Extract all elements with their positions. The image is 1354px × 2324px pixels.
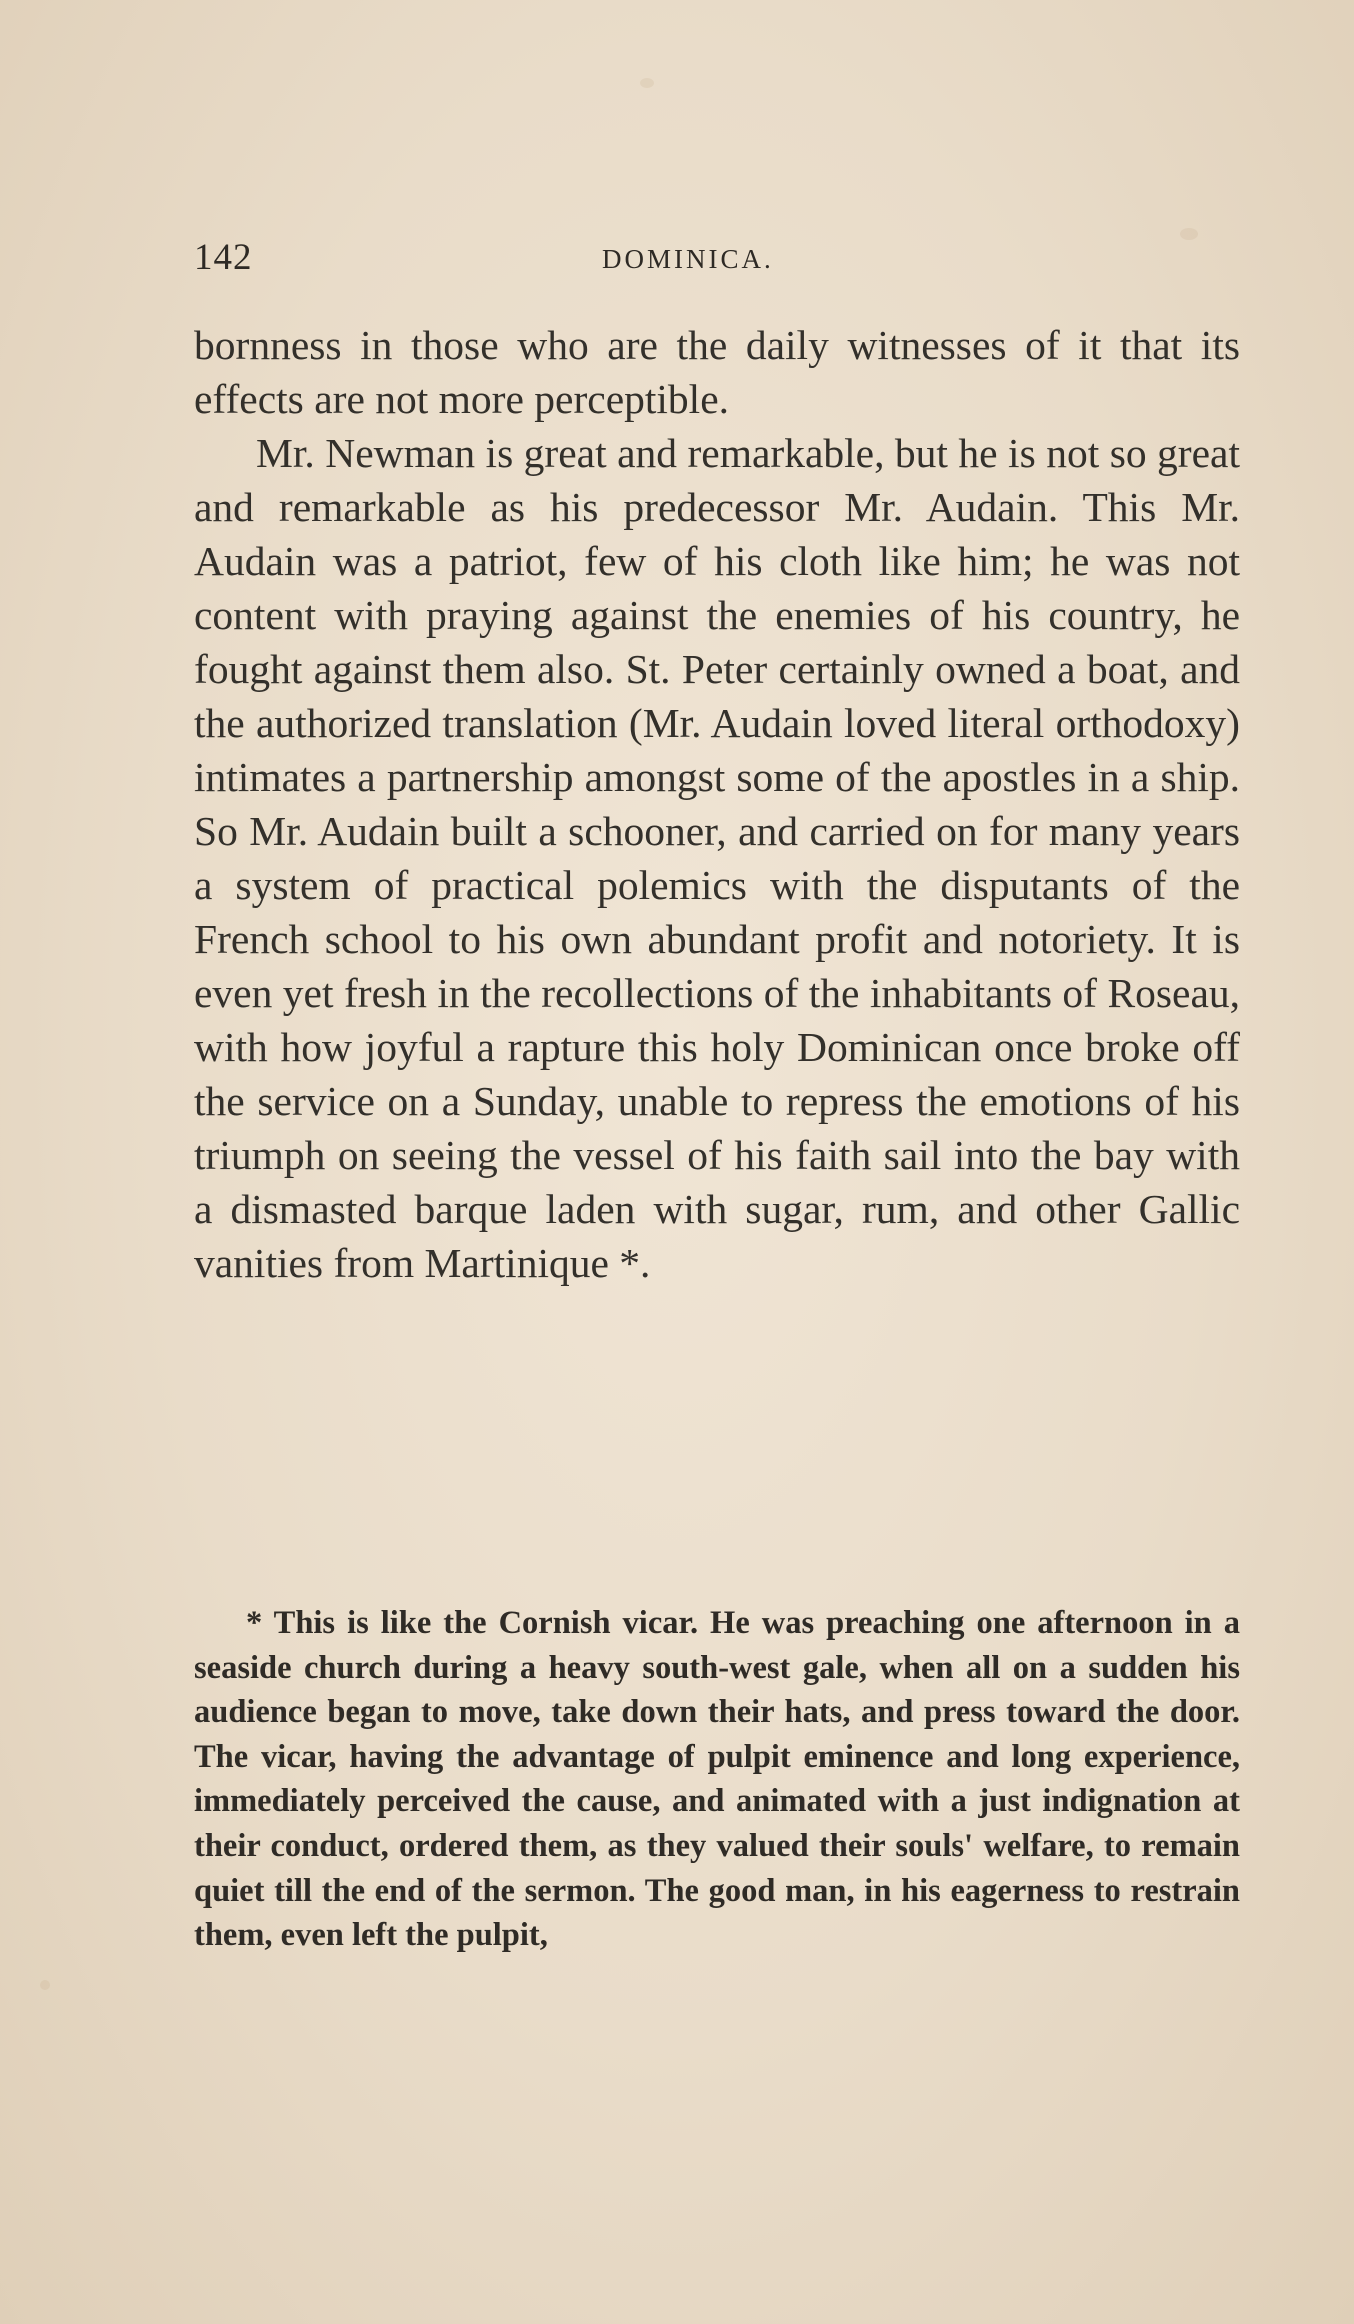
footnote <box>194 1601 1240 1958</box>
page-number: 142 <box>194 237 253 278</box>
paper-stain <box>640 78 654 88</box>
footnote-text: * This is like the Cornish vicar. He was preaching one afternoon in a seaside church during a heavy south-west gale, when all on a sudden his audience began to move, take down their hats, and press toward the door. The vicar, having the advantage of pulpit eminence and long experience, immediately perceived the cause, and animated with a just indignation at their conduct, ordered them, as they valued their souls' welfare, to remain quiet till the end of the sermon. The good man, in his eagerness to restrain them, even left the pulpit, <box>194 1605 1240 1954</box>
running-head: DOMINICA. <box>602 244 774 274</box>
body-text <box>194 318 1240 1290</box>
paper-stain <box>40 1980 50 1990</box>
paragraph: bornness in those who are the daily witnesses of it that its effects are not more perceptible. <box>194 322 1240 422</box>
page-header <box>194 236 1234 286</box>
paragraph: Mr. Newman is great and remarkable, but he is not so great and remarkable as his predecessor Mr. Audain. This Mr. Audain was a patriot, few of his cloth like him; he was not content with praying against the enemies of his country, he fought against them also. St. Peter certainly owned a boat, and the authorized translation (Mr. Audain loved literal orthodoxy) intimates a partnership amongst some of the apostles in a ship. So Mr. Audain built a schooner, and carried on for many years a system of practical polemics with the disputants of the French school to his own abundant profit and notoriety. It is even yet fresh in the recollections of the inhabitants of Roseau, with how joyful a rapture this holy Dominican once broke off the service on a Sunday, unable to repress the emotions of his triumph on seeing the vessel of his faith sail into the bay with a dismasted barque laden with sugar, rum, and other Gallic vanities from Martinique *. <box>194 430 1240 1286</box>
